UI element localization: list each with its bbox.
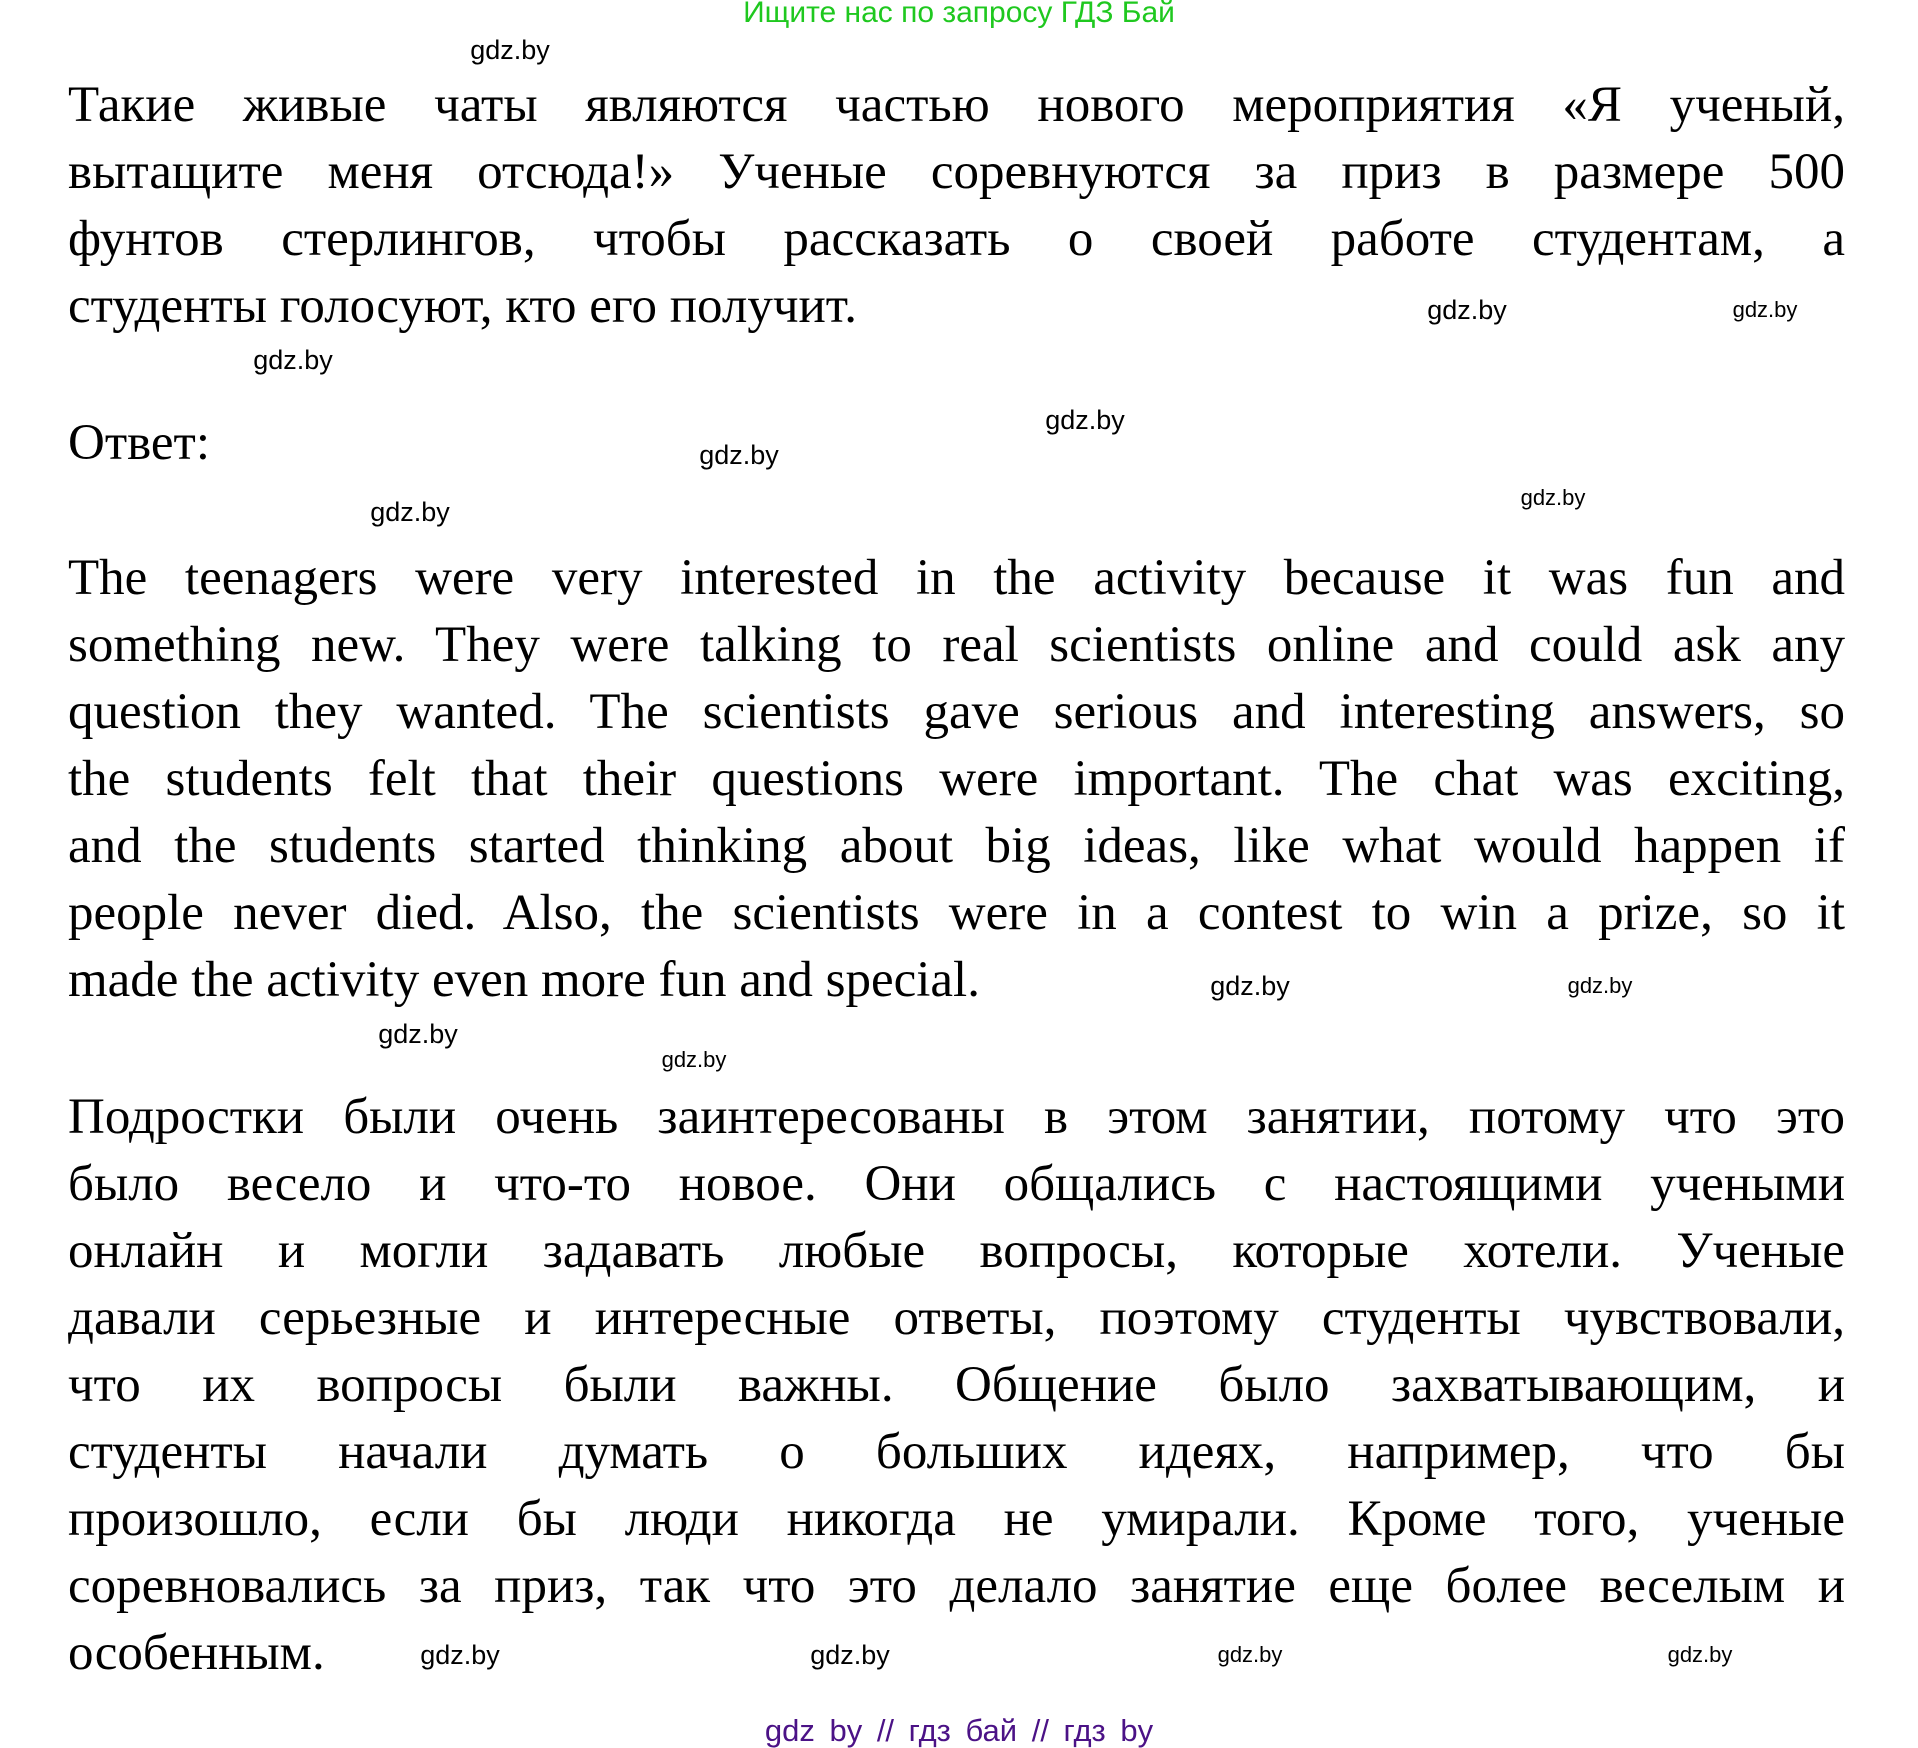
text-line: вытащите меня отсюда!» Ученые соревнуются за приз в размере 500 bbox=[68, 144, 1845, 200]
text-line: фунтов стерлингов, чтобы рассказать о своей работе студентам, а bbox=[68, 211, 1845, 267]
text-line: соревновались за приз, так что это делало занятие еще более веселым и bbox=[68, 1558, 1845, 1614]
watermark: gdz.by bbox=[1427, 295, 1507, 325]
text-line: онлайн и могли задавать любые вопросы, которые хотели. Ученые bbox=[68, 1223, 1845, 1279]
watermark: gdz.by bbox=[470, 35, 550, 65]
watermark: gdz.by bbox=[1045, 405, 1125, 435]
text-line: the students felt that their questions were important. The chat was exciting, bbox=[68, 751, 1845, 807]
watermark: gdz.by bbox=[370, 497, 450, 527]
text-line: Такие живые чаты являются частью нового мероприятия «Я ученый, bbox=[68, 77, 1845, 133]
answer-label: Ответ: bbox=[68, 415, 210, 471]
watermark: gdz.by bbox=[699, 440, 779, 470]
watermark: gdz.by bbox=[378, 1019, 458, 1049]
text-line: question they wanted. The scientists gave serious and interesting answers, so bbox=[68, 684, 1845, 740]
header-banner: Ищите нас по запросу ГДЗ Бай bbox=[743, 0, 1175, 29]
watermark: gdz.by bbox=[1667, 1642, 1733, 1667]
watermark: gdz.by bbox=[1217, 1642, 1283, 1667]
watermark: gdz.by bbox=[1520, 485, 1586, 510]
text-line: The teenagers were very interested in the activity because it was fun and bbox=[68, 550, 1845, 606]
watermark: gdz.by bbox=[420, 1640, 500, 1670]
english-answer-paragraph bbox=[68, 545, 1845, 1014]
russian-answer-paragraph bbox=[68, 1084, 1845, 1687]
text-line: что их вопросы были важны. Общение было захватывающим, и bbox=[68, 1357, 1845, 1413]
question-paragraph bbox=[68, 72, 1845, 340]
text-line: Подростки были очень заинтересованы в этом занятии, потому что это bbox=[68, 1089, 1845, 1145]
watermark: gdz.by bbox=[1567, 973, 1633, 998]
footer-banner: gdz by // гдз бай // гдз by bbox=[764, 1713, 1154, 1748]
text-line: особенным. bbox=[68, 1625, 325, 1681]
text-line: студенты начали думать о больших идеях, например, что бы bbox=[68, 1424, 1845, 1480]
text-line: было весело и что-то новое. Они общались с настоящими учеными bbox=[68, 1156, 1845, 1212]
text-line: made the activity even more fun and special. bbox=[68, 952, 980, 1008]
text-line: something new. They were talking to real scientists online and could ask any bbox=[68, 617, 1845, 673]
watermark: gdz.by bbox=[810, 1640, 890, 1670]
text-line: давали серьезные и интересные ответы, поэтому студенты чувствовали, bbox=[68, 1290, 1845, 1346]
text-line: произошло, если бы люди никогда не умирали. Кроме того, ученые bbox=[68, 1491, 1845, 1547]
text-line: and the students started thinking about big ideas, like what would happen if bbox=[68, 818, 1845, 874]
watermark: gdz.by bbox=[1732, 297, 1798, 322]
watermark: gdz.by bbox=[1210, 971, 1290, 1001]
watermark: gdz.by bbox=[253, 345, 333, 375]
text-line: people never died. Also, the scientists were in a contest to win a prize, so it bbox=[68, 885, 1845, 941]
text-line: студенты голосуют, кто его получит. bbox=[68, 278, 857, 334]
watermark: gdz.by bbox=[661, 1047, 727, 1072]
